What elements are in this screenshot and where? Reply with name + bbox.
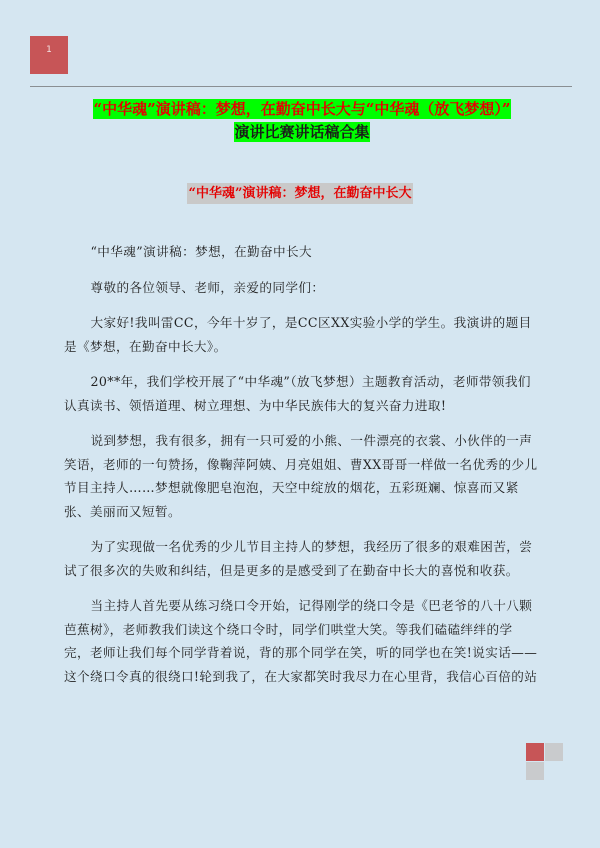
- section-heading-text: “中华魂”演讲稿：梦想，在勤奋中长大: [187, 183, 414, 204]
- header-divider: [30, 86, 572, 87]
- page-number-badge: [30, 36, 68, 74]
- page-number: 1: [46, 45, 52, 55]
- corner-decoration-red: [526, 743, 544, 761]
- section-heading: [0, 182, 600, 201]
- paragraph: 尊敬的各位领导、老师，亲爱的同学们：: [90, 279, 325, 295]
- title-line-2: 演讲比赛讲话稿合集: [234, 123, 370, 141]
- corner-decoration-gray: [545, 743, 563, 761]
- paragraph: “中华魂”演讲稿：梦想，在勤奋中长大: [90, 244, 313, 259]
- document-title: [44, 98, 560, 144]
- title-line-1: “中华魂”演讲稿：梦想，在勤奋中长大与“中华魂（放飞梦想）”: [93, 100, 511, 118]
- corner-decoration-gray: [526, 762, 544, 780]
- paragraph: 20**年，我们学校开展了“中华魂”（放飞梦想）主题教育活动，老师带领我们认真读书、领悟道理、树立理想、为中华民族伟大的复兴奋力进取!: [64, 374, 531, 413]
- paragraph: 说到梦想，我有很多，拥有一只可爱的小熊、一件漂亮的衣裳、小伙伴的一声笑语，老师的一句赞扬，像鞠萍阿姨、月亮姐姐、曹XX哥哥一样做一名优秀的少儿节目主持人……梦想就像肥皂泡泡，天空中绽放的烟花，五彩斑斓、惊喜而又紧张、美丽而又短暂。: [64, 433, 538, 519]
- paragraph: 这个绕口令真的很绕口!轮到我了，在大家都笑时我尽力在心里背，我信心百倍的站: [64, 668, 538, 684]
- paragraph: 大家好!我叫雷CC，今年十岁了，是CC区XX实验小学的学生。我演讲的题目是《梦想，在勤奋中长大》。: [64, 315, 532, 354]
- document-body: [64, 240, 538, 700]
- paragraph: 为了实现做一名优秀的少儿节目主持人的梦想，我经历了很多的艰难困苦，尝试了很多次的失败和纠结，但是更多的是感受到了在勤奋中长大的喜悦和收获。: [64, 539, 533, 578]
- paragraph: 当主持人首先要从练习绕口令开始，记得刚学的绕口令是《巴老爷的八十八颗芭蕉树》，老师教我们读这个绕口令时，同学们哄堂大笑。等我们磕磕绊绊的学完，老师让我们每个同学背着说，背的那个同学在笑，听的同学也在笑!说实话——: [64, 598, 538, 660]
